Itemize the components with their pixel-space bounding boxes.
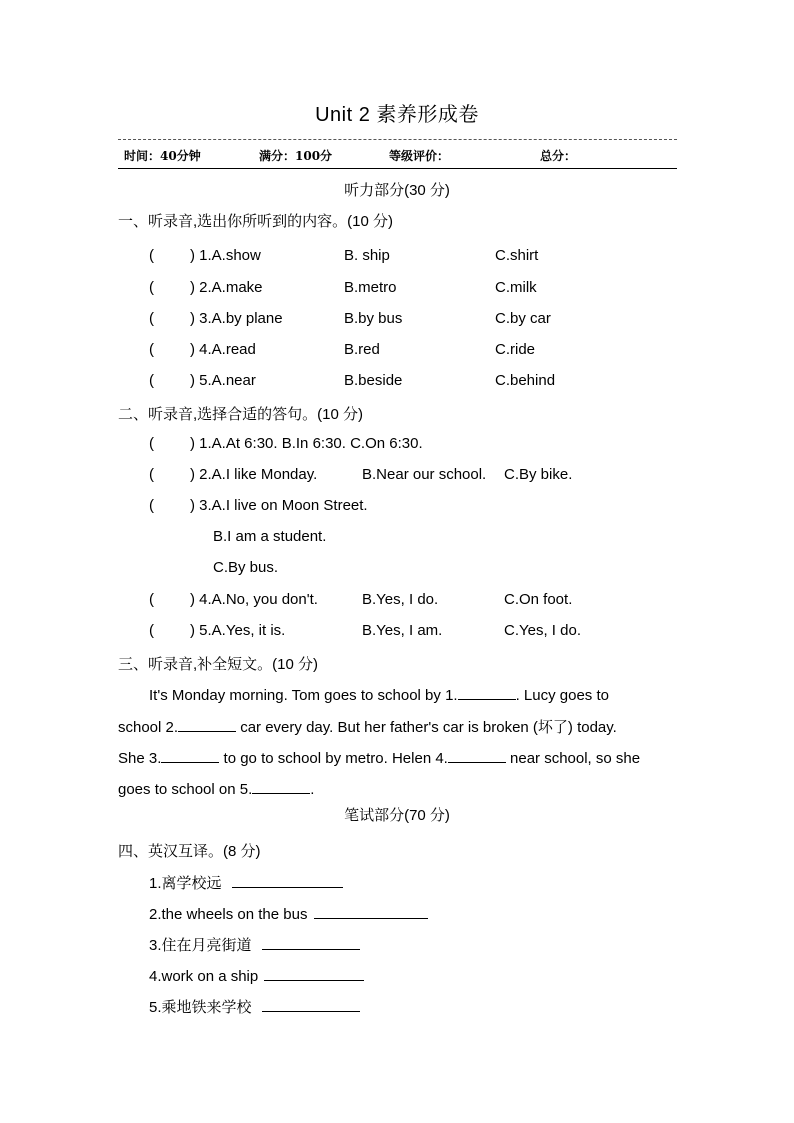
s1-q3-a: ) 3.A.by plane bbox=[190, 310, 283, 327]
s1-q1-b: B. ship bbox=[344, 247, 390, 264]
item-text: 3.住在月亮街道 bbox=[149, 937, 256, 954]
writing-part-title: 笔试部分(70 分) bbox=[344, 807, 450, 824]
cloze-text: near school, so she bbox=[505, 750, 641, 767]
answer-paren: ( bbox=[149, 497, 154, 514]
header-rule bbox=[118, 168, 677, 169]
s2-q2-a: ) 2.A.I like Monday. bbox=[190, 466, 318, 483]
cloze-text: school 2. bbox=[118, 719, 179, 736]
answer-paren: ( bbox=[149, 622, 154, 639]
cloze-text: . bbox=[310, 781, 315, 798]
section4-title: 四、英汉互译。(8 分) bbox=[118, 843, 261, 860]
translation-item-5 bbox=[149, 996, 360, 1017]
blank-3[interactable] bbox=[161, 747, 219, 763]
answer-paren: ( bbox=[149, 591, 154, 608]
s1-q3-c: C.by car bbox=[495, 310, 551, 327]
s2-q3-c: C.By bus. bbox=[213, 559, 279, 576]
blank-1[interactable] bbox=[458, 684, 516, 700]
s2-q3-a: ) 3.A.I live on Moon Street. bbox=[190, 497, 368, 514]
section2-title: 二、听录音,选择合适的答句。(10 分) bbox=[118, 406, 364, 423]
s2-q5-c: C.Yes, I do. bbox=[504, 622, 581, 639]
item-text: 4.work on a ship bbox=[149, 968, 263, 985]
s1-q2-c: C.milk bbox=[495, 279, 537, 296]
s2-q5-a: ) 5.A.Yes, it is. bbox=[190, 622, 286, 639]
full-score: 满分：100分 bbox=[259, 149, 333, 163]
cloze-text: to go to school by metro. Helen 4. bbox=[219, 750, 448, 767]
cloze-line-2 bbox=[118, 716, 617, 737]
s1-q2-a: ) 2.A.make bbox=[190, 279, 263, 296]
answer-paren: ( bbox=[149, 247, 154, 264]
listening-part-title: 听力部分(30 分) bbox=[344, 182, 450, 199]
cloze-line-4 bbox=[118, 778, 314, 798]
answer-blank[interactable] bbox=[232, 872, 343, 888]
blank-2[interactable] bbox=[178, 716, 236, 732]
s1-q1-c: C.shirt bbox=[495, 247, 539, 264]
blank-5[interactable] bbox=[252, 778, 310, 794]
translation-item-1 bbox=[149, 872, 343, 893]
s1-q5-a: ) 5.A.near bbox=[190, 372, 256, 389]
cloze-text: . Lucy goes to bbox=[515, 687, 609, 704]
s2-q4-b: B.Yes, I do. bbox=[362, 591, 439, 608]
s1-q4-c: C.ride bbox=[495, 341, 536, 358]
cloze-text: goes to school on 5. bbox=[118, 781, 253, 798]
translation-item-3 bbox=[149, 934, 360, 955]
item-text: 5.乘地铁来学校 bbox=[149, 999, 256, 1016]
s2-q4-a: ) 4.A.No, you don't. bbox=[190, 591, 318, 608]
grade-evaluation: 等级评价： bbox=[389, 149, 450, 163]
answer-paren: ( bbox=[149, 435, 154, 452]
section1-title: 一、听录音,选出你所听到的内容。(10 分) bbox=[118, 213, 394, 230]
s2-q2-c: C.By bike. bbox=[504, 466, 573, 483]
cloze-text: It's Monday morning. Tom goes to school by 1. bbox=[149, 687, 458, 704]
s1-q4-a: ) 4.A.read bbox=[190, 341, 256, 358]
s2-q3-b: B.I am a student. bbox=[213, 528, 327, 545]
answer-blank[interactable] bbox=[314, 903, 428, 919]
blank-4[interactable] bbox=[448, 747, 506, 763]
cloze-text: She 3. bbox=[118, 750, 162, 767]
answer-paren: ( bbox=[149, 279, 154, 296]
section3-title: 三、听录音,补全短文。(10 分) bbox=[118, 656, 319, 673]
s2-q2-b: B.Near our school. bbox=[362, 466, 487, 483]
cloze-text: car every day. But her father's car is broken (坏了) today. bbox=[236, 719, 617, 736]
dashed-divider bbox=[118, 139, 677, 140]
s1-q5-c: C.behind bbox=[495, 372, 556, 389]
s1-q5-b: B.beside bbox=[344, 372, 403, 389]
s1-q4-b: B.red bbox=[344, 341, 380, 358]
s1-q2-b: B.metro bbox=[344, 279, 397, 296]
s2-q5-b: B.Yes, I am. bbox=[362, 622, 443, 639]
answer-paren: ( bbox=[149, 341, 154, 358]
answer-blank[interactable] bbox=[264, 965, 364, 981]
s1-q3-b: B.by bus bbox=[344, 310, 403, 327]
s2-q1: ) 1.A.At 6:30. B.In 6:30. C.On 6:30. bbox=[190, 435, 423, 452]
translation-item-2 bbox=[149, 903, 428, 923]
item-text: 1.离学校远 bbox=[149, 875, 226, 892]
answer-paren: ( bbox=[149, 372, 154, 389]
s1-q1-a: ) 1.A.show bbox=[190, 247, 261, 264]
cloze-line-3 bbox=[118, 747, 640, 767]
translation-item-4 bbox=[149, 965, 364, 985]
item-text: 2.the wheels on the bus bbox=[149, 906, 312, 923]
cloze-line-1 bbox=[149, 684, 609, 704]
answer-paren: ( bbox=[149, 310, 154, 327]
page-title: Unit 2 素养形成卷 bbox=[315, 104, 479, 126]
total-score: 总分： bbox=[540, 149, 577, 163]
answer-blank[interactable] bbox=[262, 934, 360, 950]
answer-blank[interactable] bbox=[262, 996, 360, 1012]
answer-paren: ( bbox=[149, 466, 154, 483]
s2-q4-c: C.On foot. bbox=[504, 591, 573, 608]
time-limit: 时间：40分钟 bbox=[124, 149, 201, 163]
